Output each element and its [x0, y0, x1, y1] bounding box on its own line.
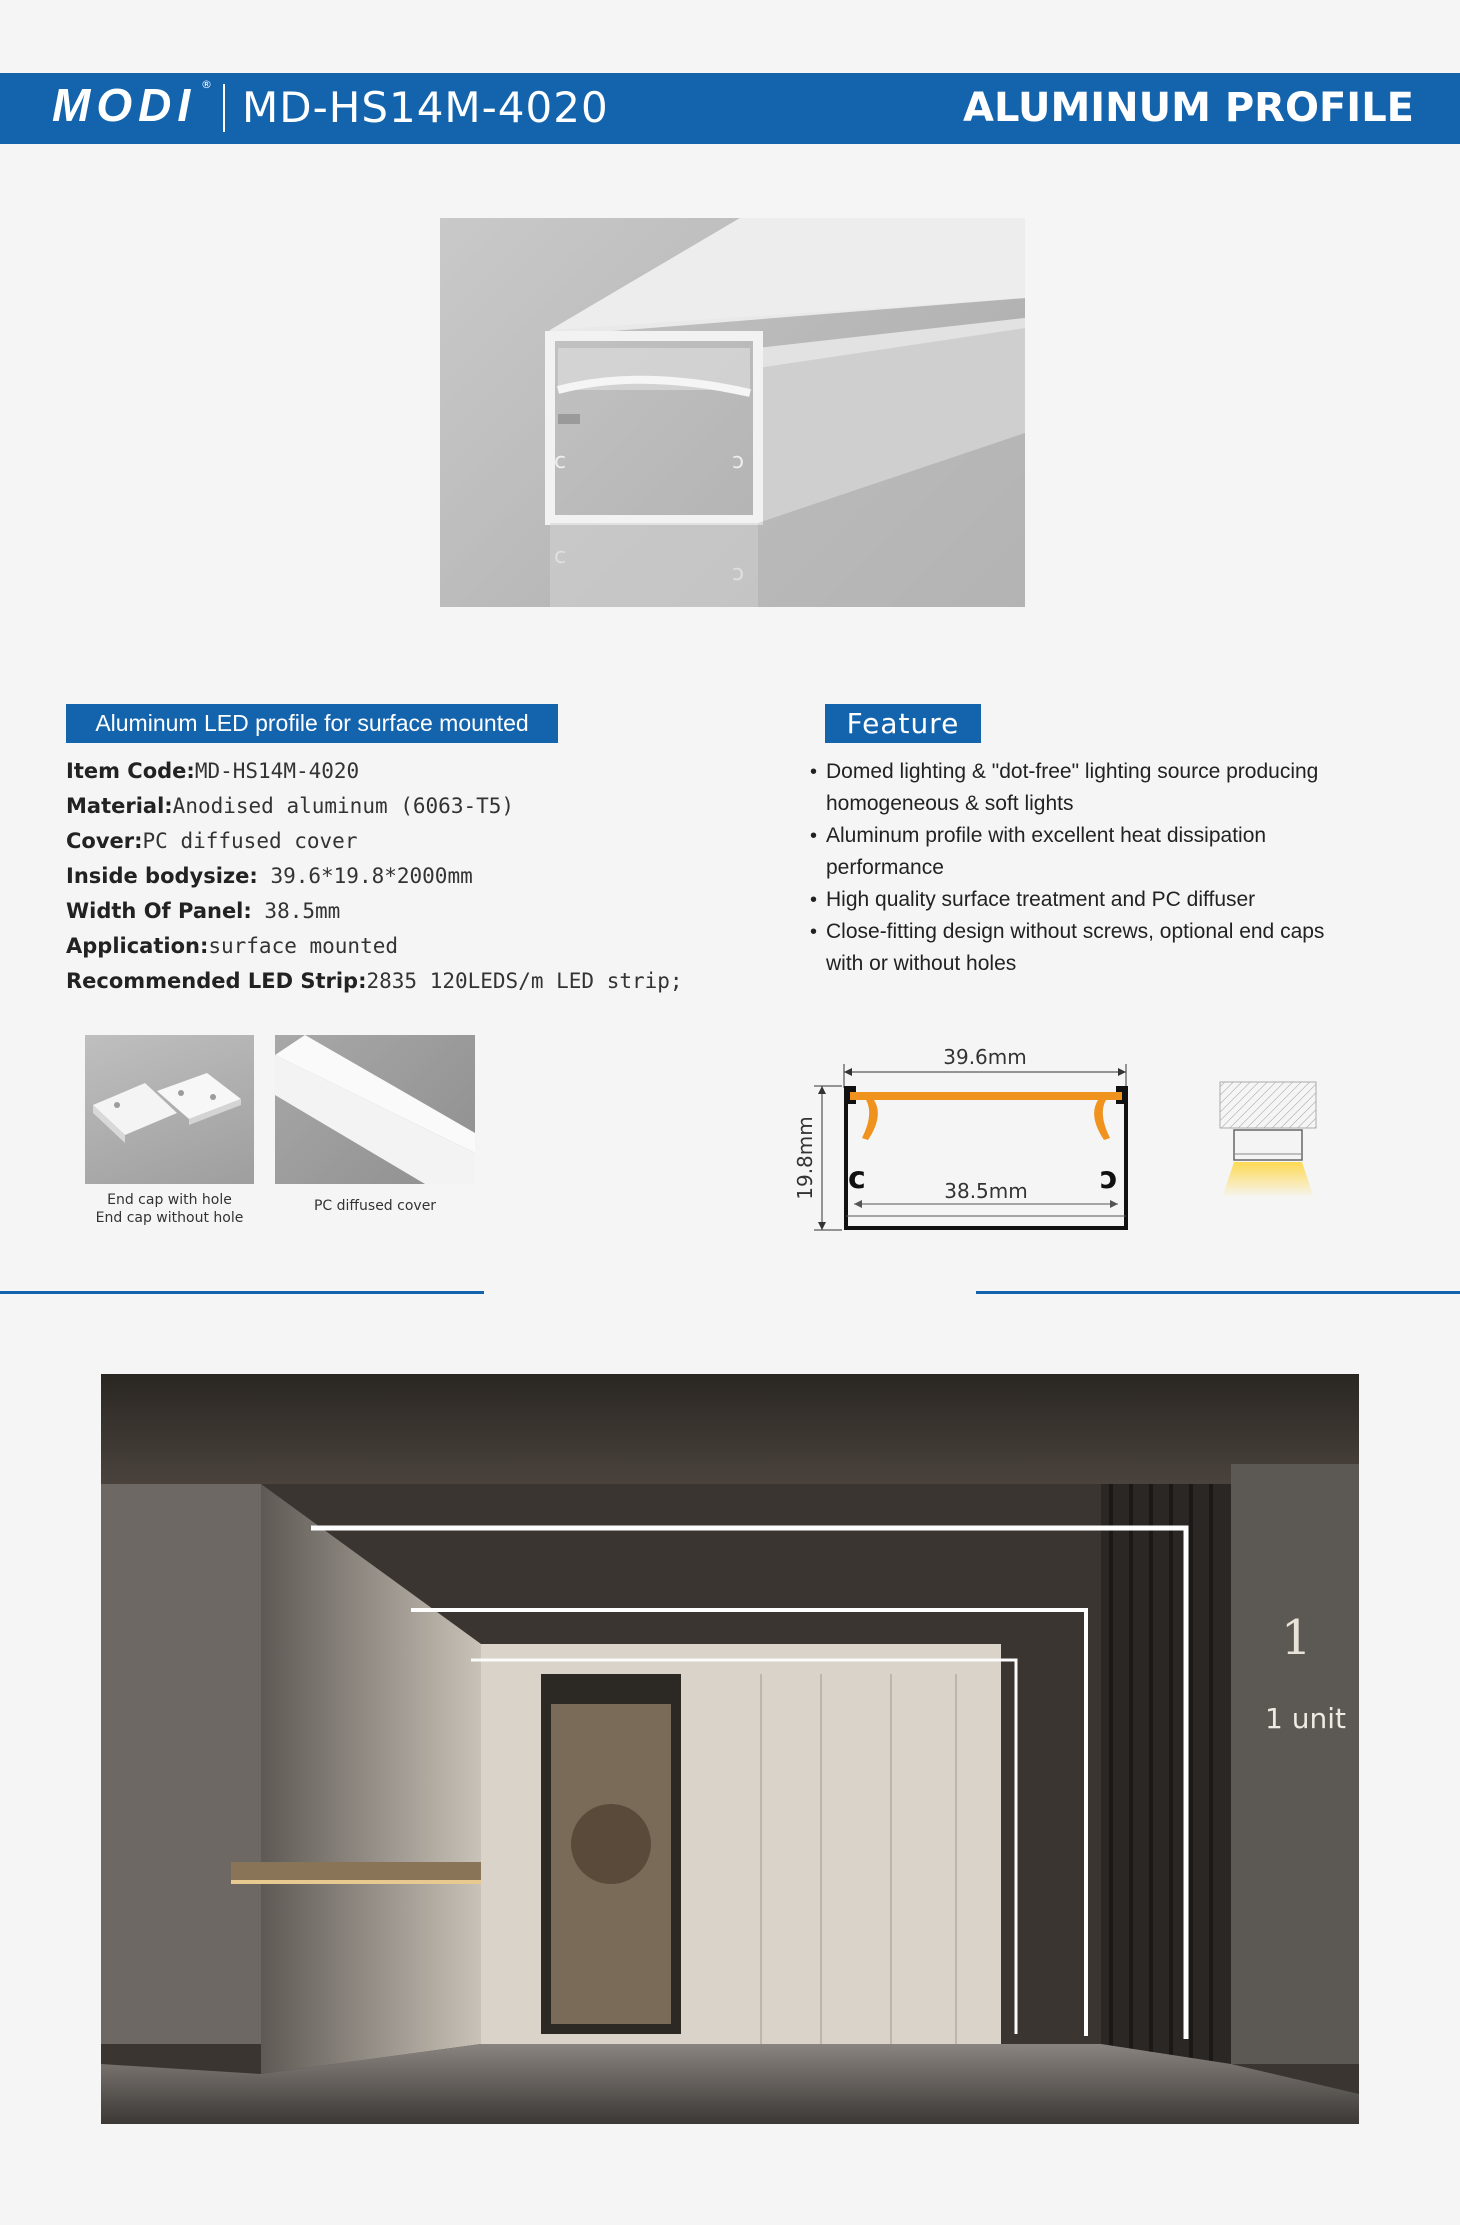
- profile-body-outline: [846, 1086, 1126, 1228]
- spec-recommended-led-strip: Recommended LED Strip:2835 120LEDS/m LED strip;: [66, 969, 683, 993]
- feature-item: • Close-fitting design without screws, optional end caps with or without holes: [810, 916, 1370, 980]
- panel-dimension-label: 38.5mm: [944, 1179, 1028, 1203]
- profile-render: [440, 218, 1025, 607]
- pc-diffused-cover-image: [275, 1035, 475, 1184]
- end-cap-caption-1: End cap with hole: [107, 1192, 232, 1208]
- feature-item: • High quality surface treatment and PC diffuser: [810, 884, 1370, 916]
- header-divider: [223, 84, 225, 132]
- spec-width-of-panel: Width Of Panel: 38.5mm: [66, 899, 341, 923]
- scene-illustration: [101, 1374, 1359, 2124]
- model-number: MD-HS14M-4020: [242, 83, 609, 132]
- brand-logo: MODI: [52, 79, 197, 131]
- section-divider-left: [0, 1291, 484, 1294]
- svg-text:c: c: [554, 544, 567, 569]
- feature-item: • Domed lighting & "dot-free" lighting source producing homogeneous & soft lights: [810, 756, 1370, 820]
- spec-inside-bodysize: Inside bodysize: 39.6*19.8*2000mm: [66, 864, 473, 888]
- bullet-icon: •: [810, 921, 818, 943]
- unit-number-sign: 1: [1281, 1610, 1312, 1666]
- spec-application: Application:surface mounted: [66, 934, 399, 958]
- width-dimension-label: 39.6mm: [943, 1045, 1027, 1069]
- feature-section-title: Feature: [825, 704, 981, 743]
- product-type-title: ALUMINUM PROFILE: [962, 85, 1414, 131]
- svg-text:c: c: [848, 1161, 866, 1196]
- bullet-icon: •: [810, 761, 818, 783]
- registered-mark: ®: [201, 78, 212, 91]
- spec-item-code: Item Code:MD-HS14M-4020: [66, 759, 360, 783]
- cross-section-diagram: [780, 1030, 1150, 1235]
- surface-mount-install-icon: [1218, 1080, 1320, 1200]
- feature-item: • Aluminum profile with excellent heat dissipation performance: [810, 820, 1370, 884]
- end-cap-caption-2: End cap without hole: [95, 1210, 244, 1226]
- bullet-icon: •: [810, 825, 818, 847]
- spec-cover: Cover:PC diffused cover: [66, 829, 358, 853]
- unit-label-sign: 1 unit: [1265, 1702, 1346, 1735]
- application-scene-photo: [101, 1374, 1359, 2124]
- spec-material: Material:Anodised aluminum (6063-T5): [66, 794, 515, 818]
- end-cap-image: [85, 1035, 254, 1184]
- svg-text:c: c: [554, 449, 567, 474]
- height-dimension-label: 19.8mm: [793, 1116, 817, 1200]
- bullet-icon: •: [810, 889, 818, 911]
- svg-text:ɔ: ɔ: [1100, 1161, 1118, 1196]
- pc-diffuser-orange: [850, 1092, 1122, 1140]
- profile-product-image: [440, 218, 1025, 607]
- section-divider-right: [976, 1291, 1460, 1294]
- svg-text:ɔ: ɔ: [732, 561, 745, 586]
- cover-caption: PC diffused cover: [313, 1198, 437, 1214]
- spec-section-title: Aluminum LED profile for surface mounted: [66, 704, 558, 743]
- svg-text:ɔ: ɔ: [732, 449, 745, 474]
